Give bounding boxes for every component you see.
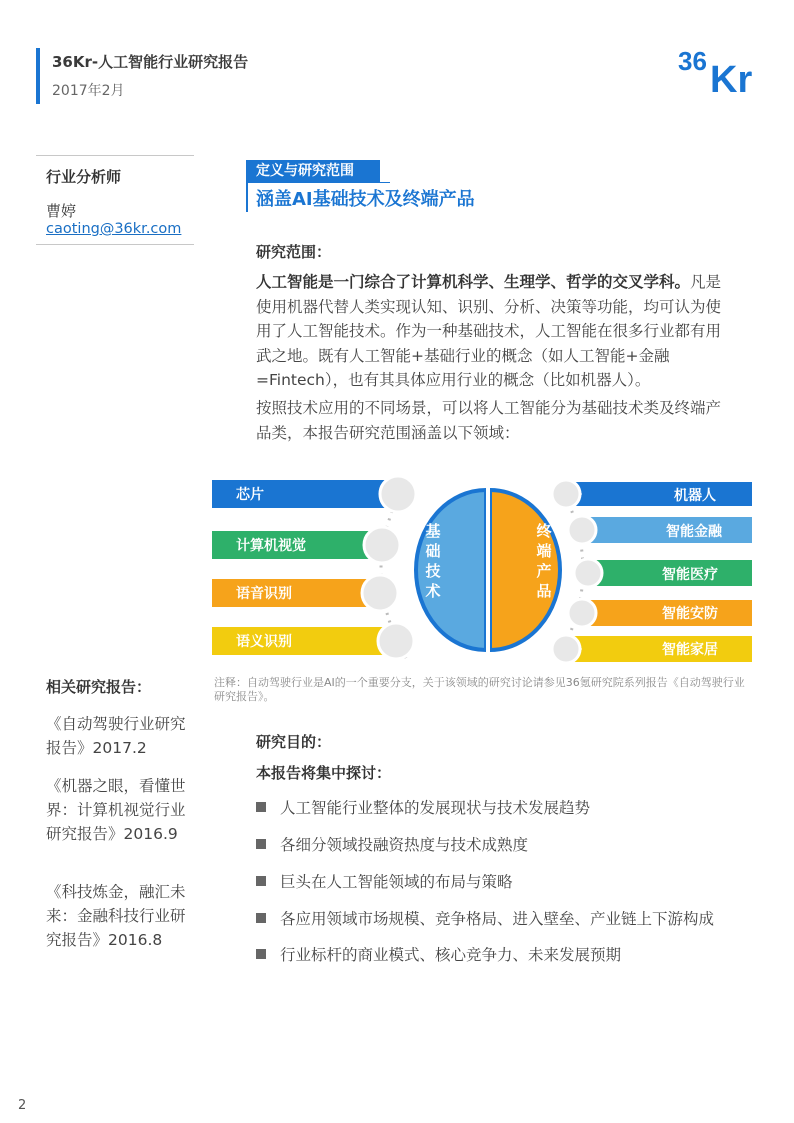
square-bullet-icon [256,839,266,849]
left-category-芯片 [212,480,398,508]
purpose-bullet [256,943,736,965]
category-label: 芯片 [236,487,264,503]
sidebar-divider-bottom [36,244,194,245]
ai-scope-diagram [206,470,758,670]
category-label: 智能家居 [662,642,718,658]
center-right-label: 终端产品 [536,522,552,600]
section-underline [246,182,390,183]
left-category-语音识别 [212,579,374,607]
purpose-bullet [256,833,736,855]
square-bullet-icon [256,876,266,886]
right-category-机器人 [574,482,752,506]
category-label: 智能安防 [662,606,718,622]
connector-circle [552,480,580,508]
purpose-bullet [256,907,736,929]
related-report-item: 《科技炼金，融汇未来：金融科技行业研究报告》2016.8 [46,883,186,949]
connector-circle [568,516,596,544]
left-category-语义识别 [212,627,394,655]
section-tag: 定义与研究范围 [246,160,380,182]
scope-paragraph-2: 按照技术应用的不同场景，可以将人工智能分为基础技术类及终端产品类，本报告研究范围涵盖以下领域： [256,399,722,442]
category-label: 智能金融 [666,524,722,540]
purpose-bullet [256,870,736,892]
category-bar [574,482,752,506]
report-title: 36Kr-人工智能行业研究报告 [52,53,249,71]
scope-bold-lead: 人工智能是一门综合了计算机科学、生理学、哲学的交叉学科。 [256,273,691,291]
analyst-name: 曹婷 [46,202,77,220]
bullet-text: 人工智能行业整体的发展现状与技术发展趋势 [280,799,591,817]
right-category-智能医疗 [592,560,752,586]
category-label: 计算机视觉 [236,538,306,554]
connector-circle [380,476,416,512]
related-reports-label: 相关研究报告： [46,678,152,696]
category-label: 智能医疗 [662,567,718,583]
connector-circle [552,635,580,663]
right-category-智能安防 [586,600,752,626]
scope-paragraph-1 [256,270,732,393]
purpose-label: 研究目的： [256,733,332,751]
analyst-email-link[interactable]: caoting@36kr.com [46,221,182,237]
36kr-logo [676,40,766,96]
page-number: 2 [18,1098,27,1113]
bullet-text: 巨头在人工智能领域的布局与策略 [280,873,513,891]
square-bullet-icon [256,949,266,959]
diagram-note: 注释：自动驾驶行业是AI的一个重要分支，关于该领域的研究讨论请参见36氪研究院系列报告《自动驾驶行业研究报告》。 [214,676,745,703]
center-left-label: 基础技术 [425,522,441,600]
logo-36: 36 [678,46,707,76]
analyst-label: 行业分析师 [46,168,122,186]
connector-circle [378,623,414,659]
logo-kr: Kr [710,59,753,96]
connector-circle [574,559,602,587]
category-label: 语音识别 [236,586,292,602]
purpose-bullet [256,796,736,818]
scope-paragraph-1-rest: 凡是使用机器代替人类实现认知、识别、分析、决策等功能，均可认为使用了人工智能技术。作为一种基础技术，人工智能在很多行业都有用武之地。既有人工智能+基础行业的概念（如人工智能+金融=Fintech），也有其具体应用行业的概念（比如机器人）。 [256,273,722,389]
scope-label: 研究范围： [256,243,332,261]
section-vertical-bar [246,182,248,212]
purpose-subtitle: 本报告将集中探讨： [256,764,392,782]
sidebar-divider-top [36,155,194,156]
connector-circle [362,575,398,611]
related-report-item: 《机器之眼，看懂世界：计算机视觉行业研究报告》2016.9 [46,777,186,843]
related-report-item: 《自动驾驶行业研究报告》2017.2 [46,715,186,757]
category-label: 语义识别 [236,634,292,650]
connector-circle [364,527,400,563]
connector-circle [568,599,596,627]
report-date: 2017年2月 [52,83,125,99]
header-accent-bar [36,48,40,104]
bullet-text: 各应用领域市场规模、竞争格局、进入壁垒、产业链上下游构成 [280,910,715,928]
bullet-text: 行业标杆的商业模式、核心竞争力、未来发展预期 [280,946,622,964]
left-category-计算机视觉 [212,531,376,559]
right-category-智能金融 [586,517,752,543]
square-bullet-icon [256,913,266,923]
category-label: 机器人 [674,488,716,504]
bullet-text: 各细分领域投融资热度与技术成熟度 [280,836,529,854]
right-category-智能家居 [574,636,752,662]
square-bullet-icon [256,802,266,812]
section-title: 涵盖AI基础技术及终端产品 [256,189,475,210]
